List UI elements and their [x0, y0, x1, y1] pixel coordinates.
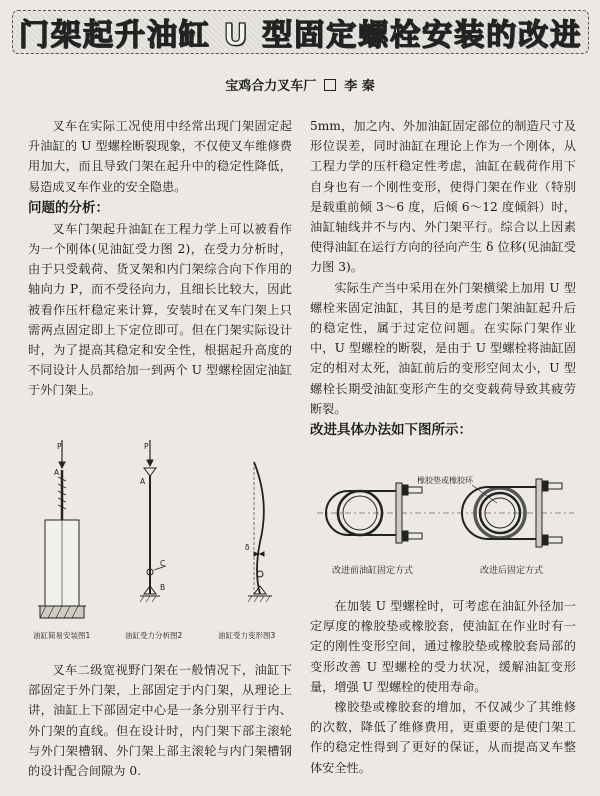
heading-analysis: 问题的分析： [28, 199, 109, 216]
analysis-paragraph: 叉车门架起升油缸在工程力学上可以被看作为一个刚体(见油缸受力图 2)，在受力分析时，由于只受载荷、货叉架和内门架综合向下作用的轴向力 P，而不受径向力，且细长比较大，因此被看作压杆稳定来计算，安装时在叉车门架上只需两点固定即上下定位即可。但在门架实际设计时，为了提高其稳定和安全性，根据起升高度的不同设计人员都给加一到两个 U 型螺栓固定油缸于外门架上。 [28, 221, 292, 398]
separator-box [324, 79, 336, 91]
figure-deformation [248, 462, 272, 602]
heading-improvement: 改进具体办法如下图所示： [310, 422, 472, 439]
label-a1: A [54, 468, 60, 477]
rubber-label: 橡胶垫或橡胶环 [417, 476, 473, 485]
label-b2: B [160, 583, 166, 592]
benefit-paragraph: 橡胶垫或橡胶套的增加，不仅减少了其维修的次数，降低了维修费用，更重要的是使门架工作的稳定性得到了更好的保证，从而提高叉车整体安全性。 [310, 700, 576, 775]
left-column [28, 116, 292, 401]
right-column [310, 116, 576, 441]
mast-paragraph-cont: 5mm，加之内、外加油缸固定部位的制造尺寸及形位误差，同时油缸在理论上作为一个刚体，从工程力学的压杆稳定性考虑，油缸在载荷作用下自身也有一个刚性变形，使得门架在作业（特别是载重前倾 3～6 度，后倾 6～12 度倾斜）时，油缸轴线并不与内、外门架平行。综合以上因素使得油缸在运行方向的径向产生 δ 位移(见油缸受力图 3)。 [310, 119, 576, 275]
caption-before: 改进前油缸固定方式 [332, 566, 414, 576]
label-p1: P [57, 442, 62, 451]
intro-paragraph: 叉车在实际工况使用中经常出现门架固定起升油缸的 U 型螺栓断裂现象，不仅使叉车维修费用加大，而且导致门架在起升中的稳定性降低，易造成叉车作业的安全隐患。 [28, 119, 292, 194]
caption-fig1: 油缸简易安装图1 [33, 631, 91, 640]
author-line [0, 75, 600, 94]
article-title: 门架起升油缸 U 型固定螺栓安装的改进 [18, 18, 583, 53]
bolt-figure [312, 473, 578, 593]
practice-paragraph: 实际生产当中采用在外门架横梁上加用 U 型螺栓来固定油缸，其目的是考虑门架油缸起升后的稳定性，属于过定位问题。在实际门架作业中，U 型螺栓的断裂，是由于 U 型螺栓将油缸固定的相对太死，油缸前后的变形空间太小，U 型螺栓长期受油缸变形产生的交变载荷导致其疲劳断裂。 [310, 280, 576, 416]
figure-force-analysis [140, 440, 166, 602]
right-lower-text [310, 596, 576, 778]
caption-after: 改进后固定方式 [480, 566, 544, 576]
figure-install [38, 440, 86, 618]
author-org: 宝鸡合力叉车厂 [225, 79, 317, 94]
label-p2: P [144, 442, 149, 451]
label-c2: C [160, 559, 166, 568]
label-delta: δ [245, 543, 250, 552]
label-a2: A [140, 477, 146, 486]
cylinder-figures [28, 432, 292, 652]
caption-fig3: 油缸受力变形图3 [218, 631, 276, 640]
author-name: 李 秦 [344, 79, 375, 94]
solution-paragraph: 在加装 U 型螺栓时，可考虑在油缸外径加一定厚度的橡胶垫或橡胶套，使油缸在作业时有一定的刚性变形空间，通过橡胶垫或橡胶套局部的变形改善 U 型螺栓的受力状况，缓解油缸变形量，增强 U 型螺栓的使用寿命。 [310, 599, 576, 694]
title-banner [12, 10, 589, 54]
caption-fig2: 油缸受力分析图2 [125, 631, 183, 640]
bottom-left-text [28, 660, 292, 781]
mast-paragraph: 叉车二级宽视野门架在一般情况下，油缸下部固定于外门架，上部固定于内门架，从理论上讲，油缸上下部固定中心是一条分别平行于内、外门架的直线。但在设计时，内门架下部主滚轮与外门架槽钢、外门架上部主滚轮与内门架槽钢的设计配合间隙为 0. [28, 663, 292, 779]
